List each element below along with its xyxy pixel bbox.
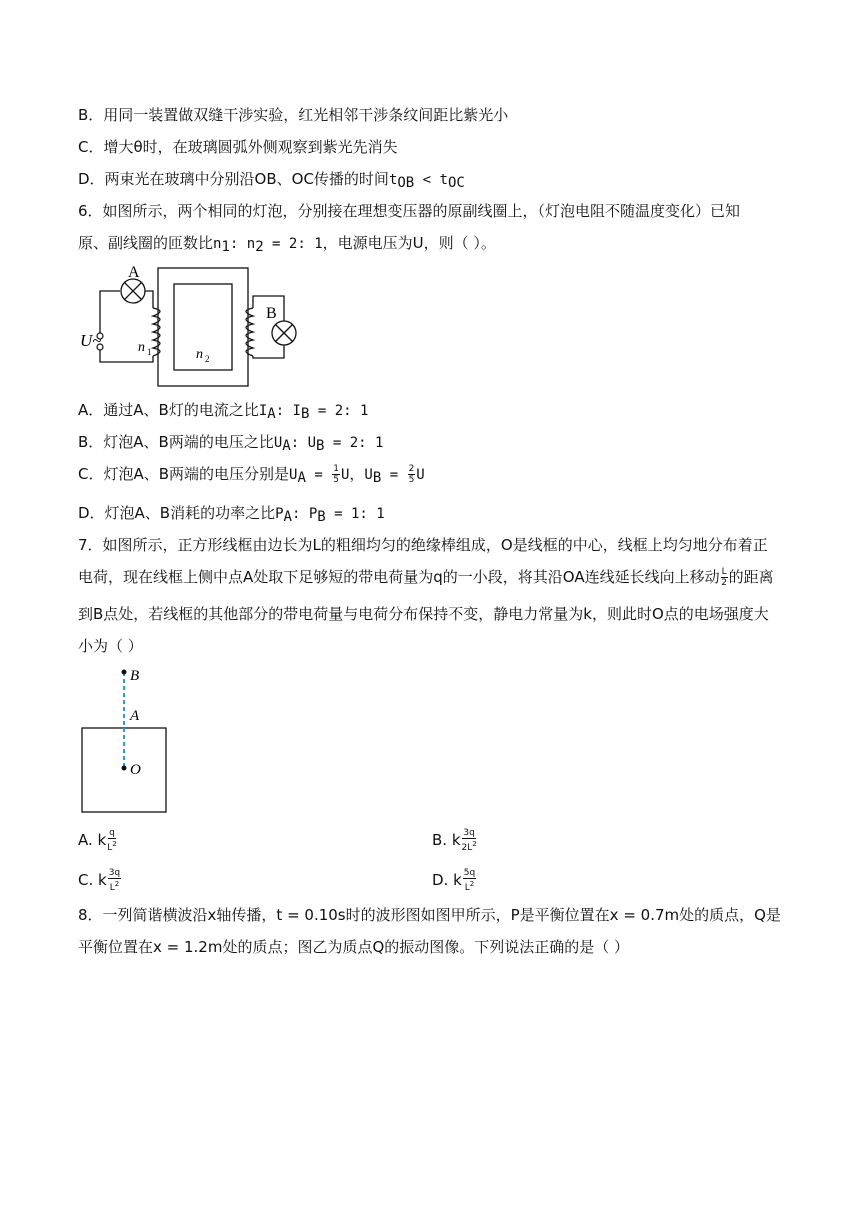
point-b <box>122 670 127 675</box>
q5-option-b: B．用同一装置做双缝干涉实验，红光相邻干涉条纹间距比紫光小 <box>78 106 509 124</box>
transformer-diagram <box>78 258 318 390</box>
q5-option-c: C．增大θ时，在玻璃圆弧外侧观察到紫光先消失 <box>78 138 398 156</box>
n2-sub: 2 <box>205 354 210 364</box>
q6-option-c: C．灯泡A、B两端的电压分别是$U_A$ = $\frac{1}{5}$ U，$U_B$ = $\frac{2}{5}$ U <box>78 464 425 486</box>
n2-label: n <box>196 347 203 362</box>
q7-option-c: C. k $\frac{3q}{L^2}$ <box>78 868 121 893</box>
q6-stem-line1: 6．如图所示，两个相同的灯泡，分别接在理想变压器的原副线圈上，（灯泡电阻不随温度变化）已知 <box>78 202 741 220</box>
voltage-label: U~ <box>80 331 102 350</box>
lamp-b-label: B <box>266 305 277 322</box>
label-a: A <box>130 708 140 724</box>
q6-stem-line2: 原、副线圈的匝数比$n_1$: $n_2 = 2$: 1，电源电压为U，则（ ）。 <box>78 234 496 255</box>
label-o: O <box>130 762 141 778</box>
q6-option-a: A．通过A、B灯的电流之比$I_A$: $I_B = 2$: 1 <box>78 401 369 422</box>
q7-stem-line3: 到B点处，若线框的其他部分的带电荷量与电荷分布保持不变，静电力常量为k，则此时O点的电场强度大 <box>78 605 769 623</box>
q7-option-d: D. k $\frac{5q}{L^2}$ <box>432 868 476 893</box>
q7-stem-line1: 7．如图所示，正方形线框由边长为L的粗细均匀的绝缘棒组成，O是线框的中心，线框上均匀地分布着正 <box>78 536 768 554</box>
n1-sub: 1 <box>147 347 152 357</box>
q6-option-d: D．灯泡A、B消耗的功率之比$P_A$: $P_B = 1$: 1 <box>78 504 385 525</box>
label-b: B <box>130 668 140 684</box>
q7-stem-line2: 电荷，现在线框上侧中点A处取下足够短的带电荷量为q的一小段，将其沿OA连线延长线向上移动 $\frac{L}{2}$ 的距离 <box>78 567 774 588</box>
q8-stem-line2: 平衡位置在x = 1.2m处的质点；图乙为质点Q的振动图像。下列说法正确的是（ ） <box>78 938 630 956</box>
q7-option-b: B. k $\frac{3q}{2L^2}$ <box>432 828 477 853</box>
q7-option-a: A. k $\frac{q}{L^2}$ <box>78 828 117 853</box>
lamp-a-label: A <box>128 264 140 281</box>
square-frame-diagram <box>78 664 178 816</box>
q8-stem-line1: 8．一列简谐横波沿x轴传播，t = 0.10s时的波形图如图甲所示，P是平衡位置在x = 0.7m处的质点，Q是 <box>78 906 781 924</box>
point-o <box>122 766 127 771</box>
q6-option-b: B．灯泡A、B两端的电压之比$U_A$: $U_B = 2$: 1 <box>78 433 384 454</box>
n1-label: n <box>138 340 145 355</box>
q7-stem-line4: 小为（ ） <box>78 637 143 655</box>
q5-option-d: D．两束光在玻璃中分别沿OB、OC传播的时间$t_{OB} < t_{OC}$ <box>78 170 465 191</box>
